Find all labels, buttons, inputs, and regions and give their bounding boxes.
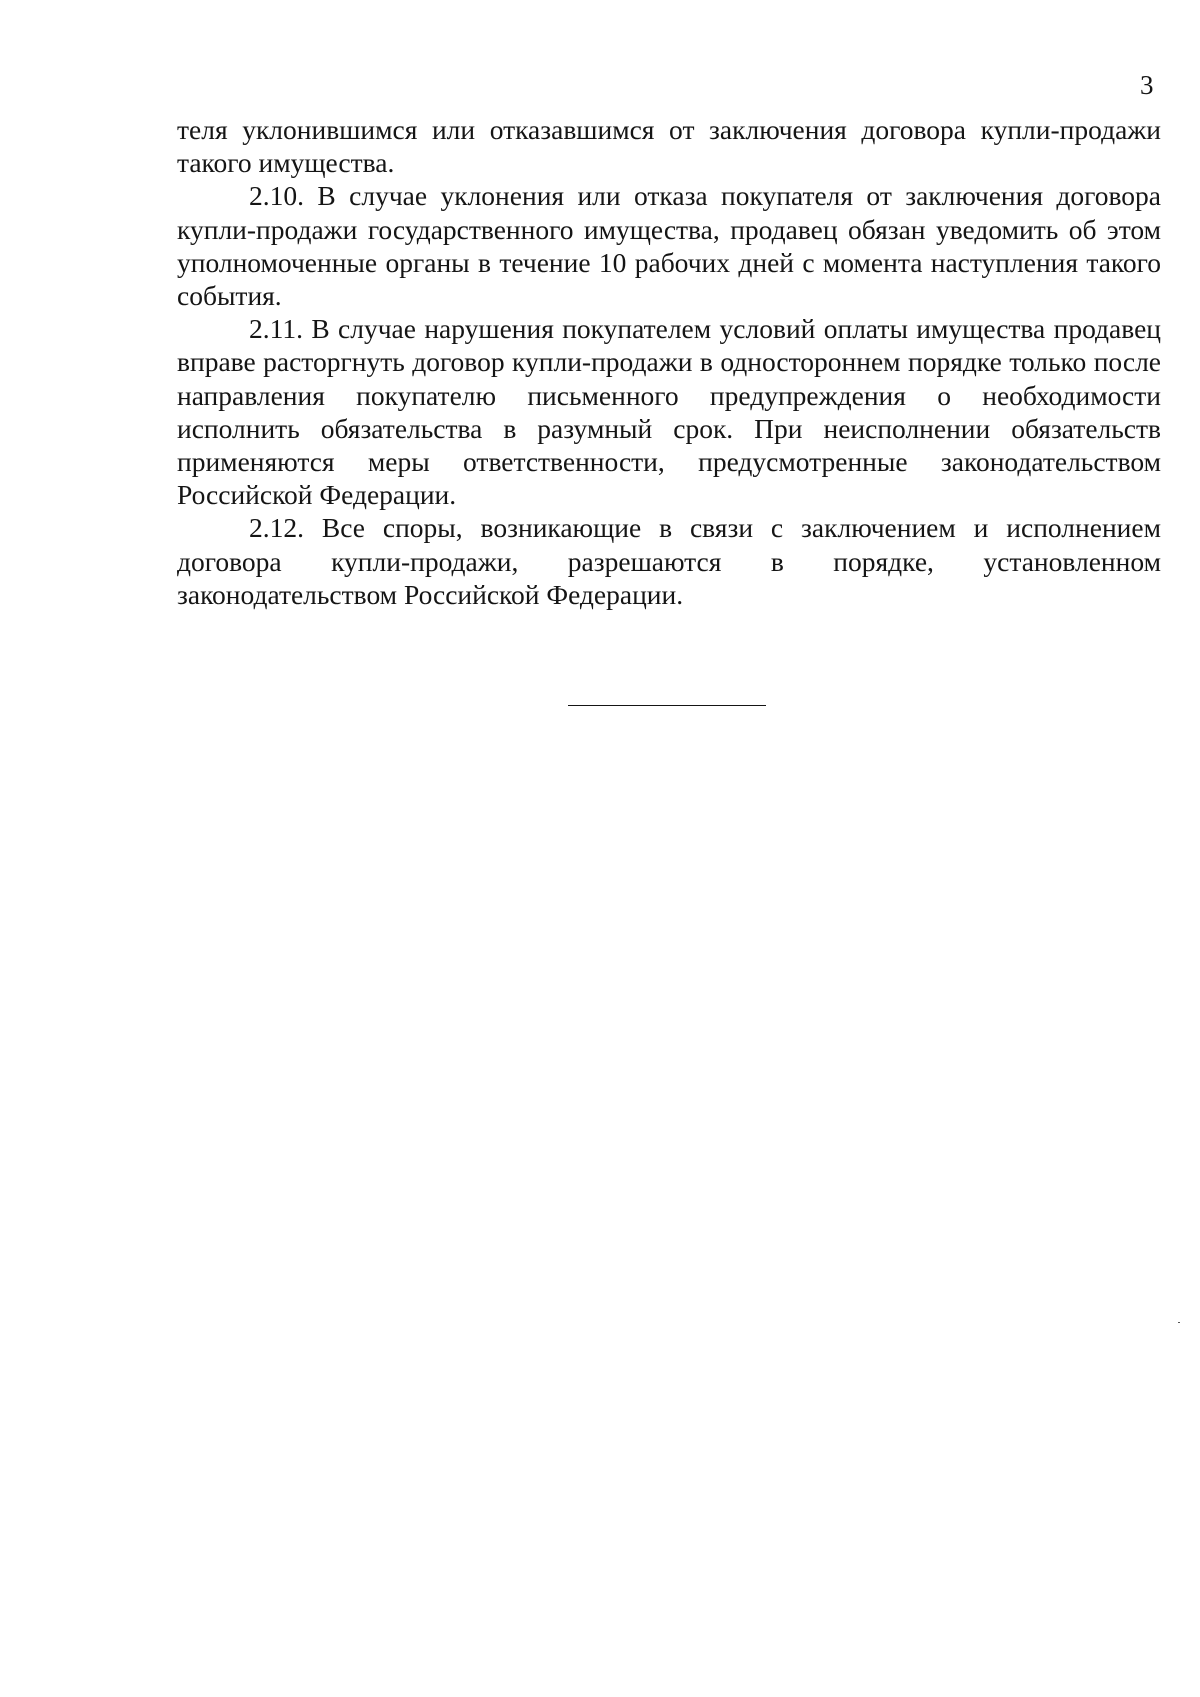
paragraph-2-11: 2.11. В случае нарушения покупателем условий оплаты имущества продавец вправе расторгнуть договор купли-продажи в одностороннем порядке только после направления покупателю письменного предупреждения о необходимости исполнить обязательства в разумный срок. При неисполнении обязательств применяются меры ответственности, предусмотренные законодательством Российской Федерации.: [177, 313, 1161, 511]
paragraph-2-12: 2.12. Все споры, возникающие в связи с заключением и исполнением договора купли-продажи, разрешаются в порядке, установленном законодательством Российской Федерации.: [177, 512, 1161, 610]
paragraph-continuation: теля уклонившимся или отказавшимся от заключения договора купли-продажи такого имущества.: [177, 114, 1161, 179]
document-body: [177, 113, 1161, 611]
scan-artifact: [1178, 1322, 1180, 1323]
page-number: 3: [1140, 70, 1154, 100]
end-of-document-line: [568, 705, 766, 706]
paragraph-2-10: 2.10. В случае уклонения или отказа покупателя от заключения договора купли-продажи государственного имущества, продавец обязан уведомить об этом уполномоченные органы в течение 10 рабочих дней с момента наступления такого события.: [177, 180, 1161, 312]
